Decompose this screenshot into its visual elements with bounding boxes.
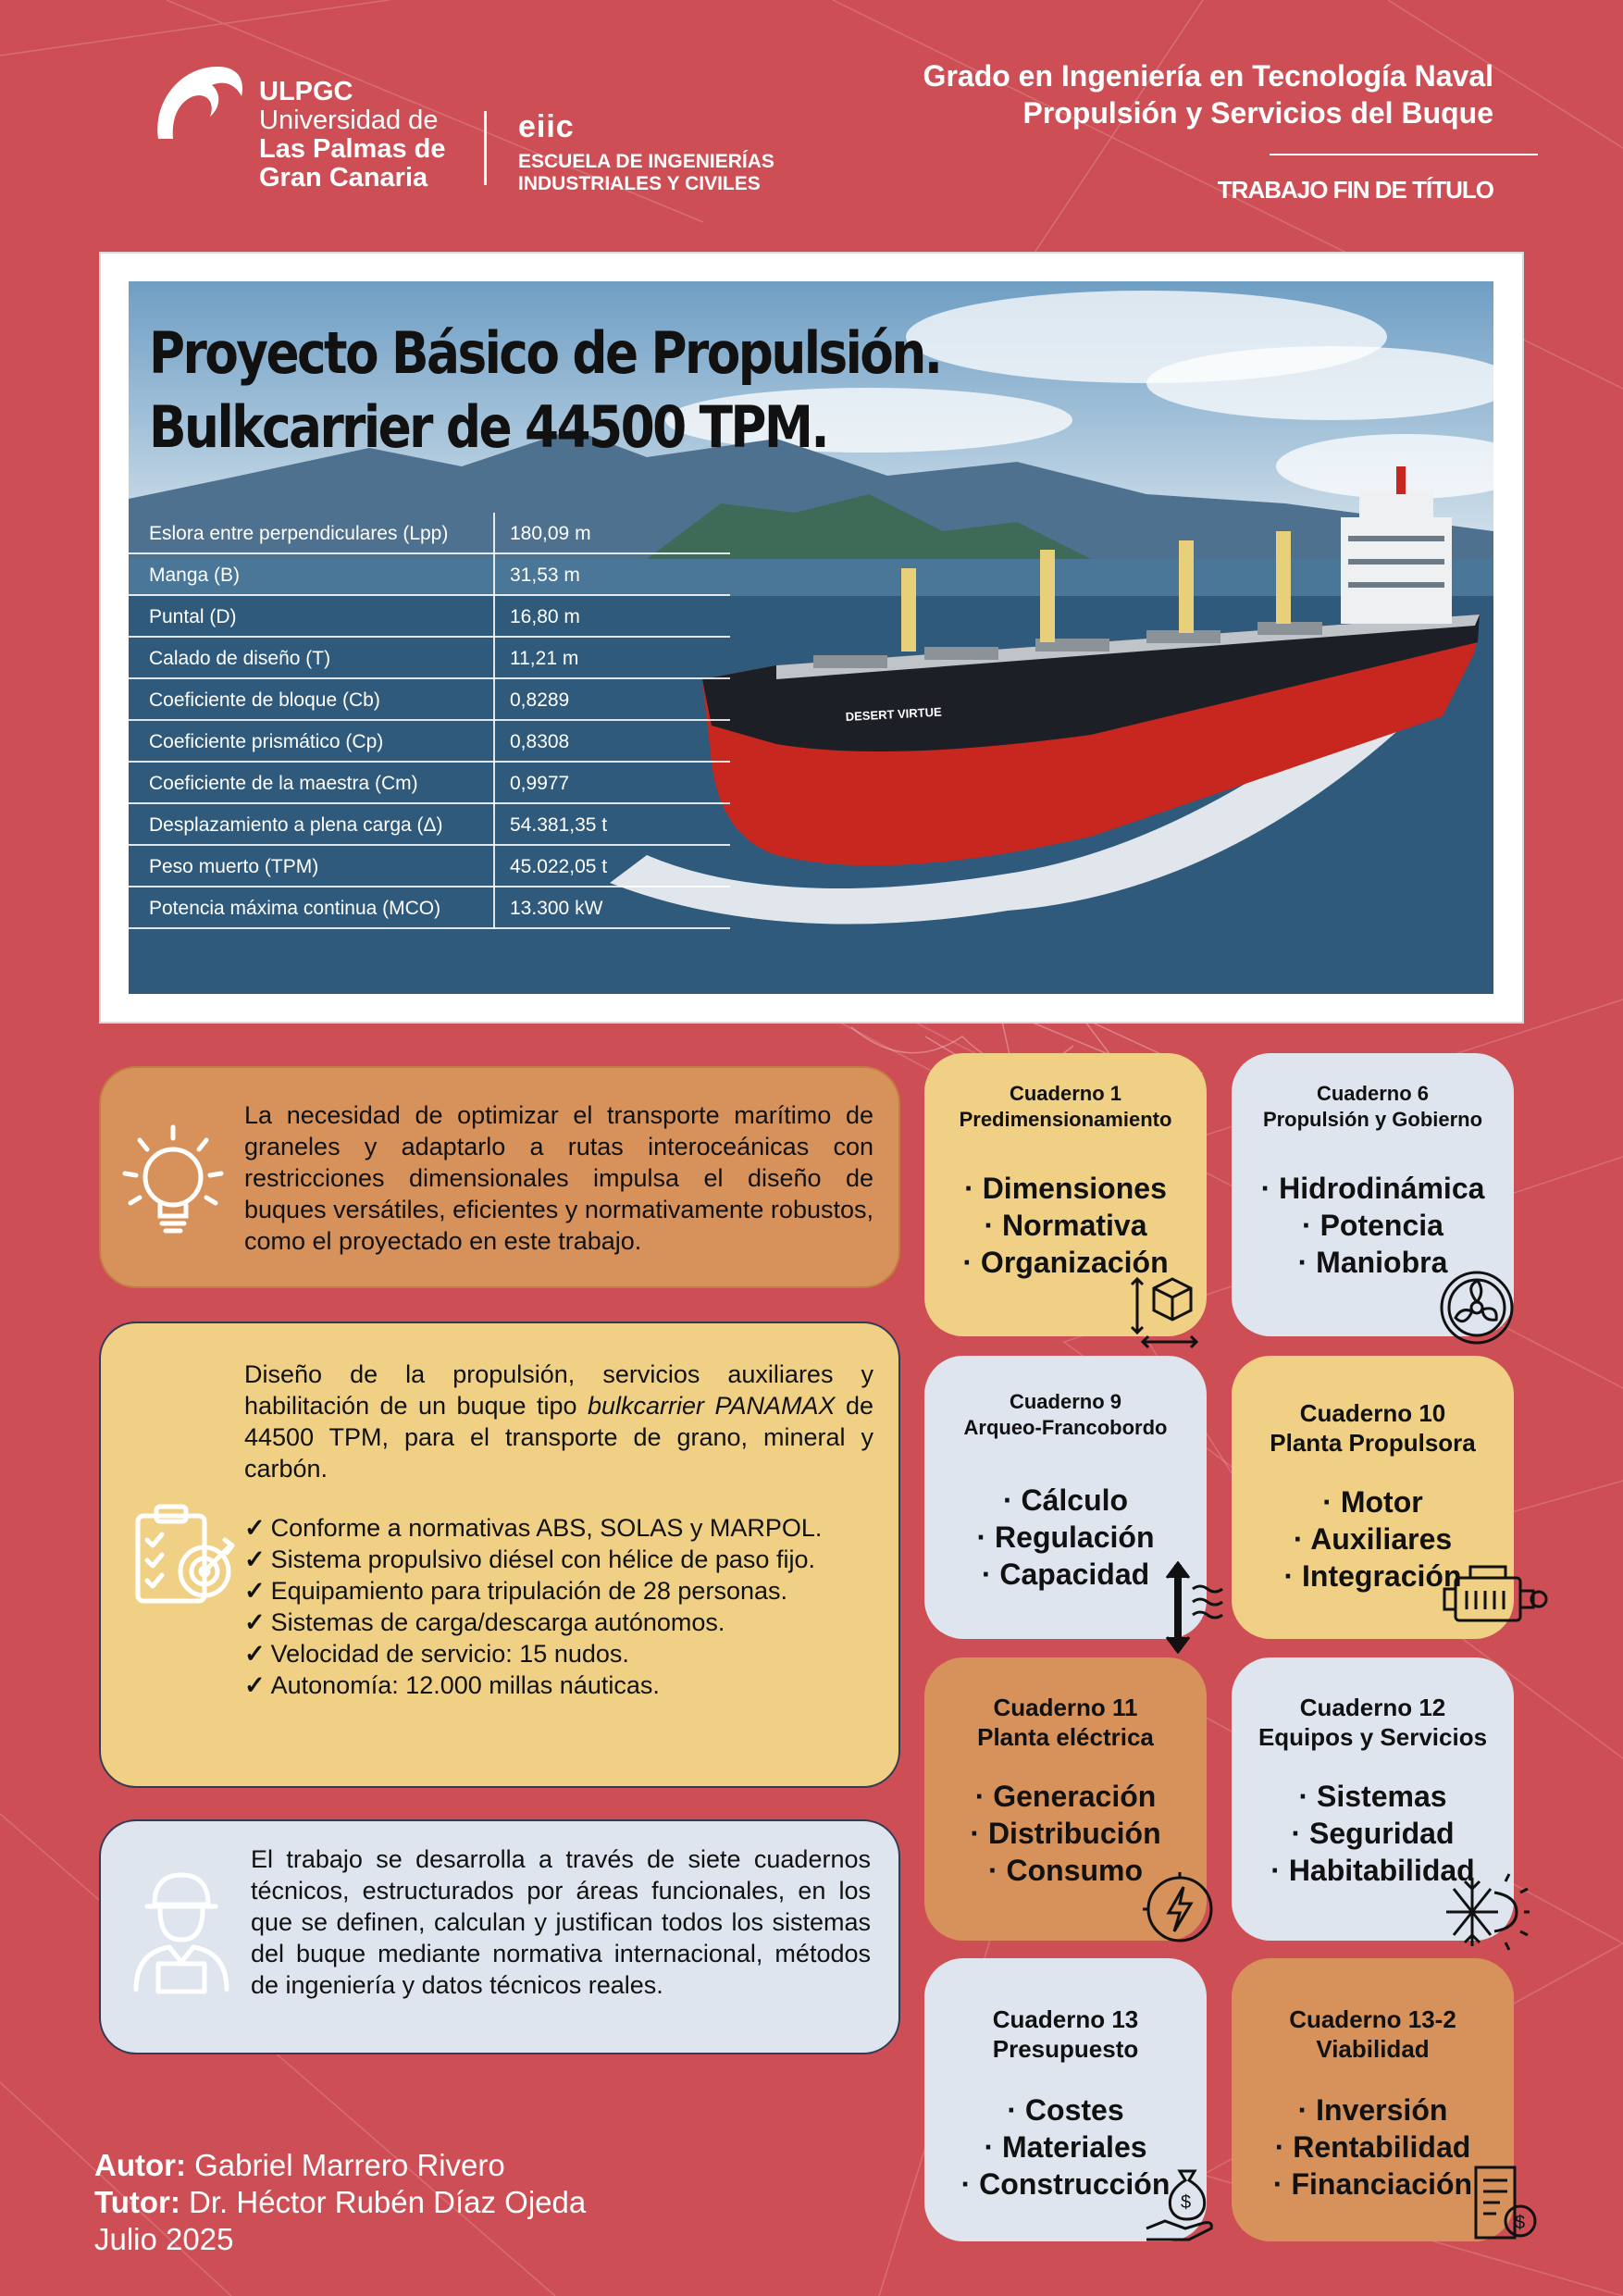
logo-divider xyxy=(484,111,487,185)
cuaderno-number: Cuaderno 12 xyxy=(1299,1694,1446,1721)
cuaderno-item: · Cálculo xyxy=(1002,1483,1129,1517)
author-name: Gabriel Marrero Rivero xyxy=(194,2148,505,2182)
spec-value: 0,9977 xyxy=(510,773,570,794)
svg-text:$: $ xyxy=(1515,2213,1526,2233)
spec-value: 16,80 m xyxy=(510,606,580,627)
box-dimensions-icon xyxy=(1117,1275,1200,1354)
lightbulb-icon xyxy=(118,1120,229,1240)
cuaderno-item: · Hidrodinámica xyxy=(1260,1172,1485,1205)
cuaderno-item: · Capacidad xyxy=(981,1558,1150,1591)
cuaderno-number: Cuaderno 11 xyxy=(993,1694,1138,1721)
cuaderno-title: Equipos y Servicios xyxy=(1258,1723,1488,1751)
spec-value: 0,8289 xyxy=(510,689,570,711)
cuaderno-item: · Materiales xyxy=(984,2130,1147,2164)
cuaderno-item: · Consumo xyxy=(987,1854,1144,1887)
check-icon: ✓ xyxy=(244,1545,266,1573)
cuaderno-item: · Maniobra xyxy=(1297,1246,1448,1279)
author-label: Autor: xyxy=(94,2148,186,2182)
ulpgc-line-2: Las Palmas de xyxy=(259,134,446,164)
spec-value: 13.300 kW xyxy=(510,898,603,919)
checklist-text: Sistema propulsivo diésel con hélice de paso fijo. xyxy=(270,1545,815,1573)
cuaderno-number: Cuaderno 13-2 xyxy=(1289,2005,1456,2033)
checklist-text: Sistemas de carga/descarga autónomos. xyxy=(270,1608,725,1636)
tutor-label: Tutor: xyxy=(94,2185,180,2219)
header-rule xyxy=(1270,154,1538,155)
svg-text:$: $ xyxy=(1181,2192,1192,2213)
cuaderno-card xyxy=(1232,1958,1526,2241)
engineer-icon xyxy=(121,1860,242,1999)
ulpgc-emblem-icon xyxy=(153,65,245,146)
draft-arrow-icon xyxy=(1154,1561,1228,1658)
cuaderno-card xyxy=(1232,1053,1514,1336)
scope-text-pre: Diseño de la propulsión, servicios auxiliares y habilitación de un buque tipo xyxy=(244,1360,873,1420)
ulpgc-line-3: Gran Canaria xyxy=(259,163,428,192)
project-photo-card xyxy=(99,252,1524,1024)
spec-value: 45.022,05 t xyxy=(510,856,608,877)
method-box xyxy=(99,1819,900,2054)
spec-key: Coeficiente de la maestra (Cm) xyxy=(149,773,418,794)
eiic-logo xyxy=(518,109,774,195)
ulpgc-line-1: Universidad de xyxy=(259,105,439,135)
spec-key: Puntal (D) xyxy=(149,606,237,627)
motivation-box xyxy=(99,1066,900,1288)
spec-value: 180,09 m xyxy=(510,523,591,544)
ship-photo xyxy=(129,281,1493,994)
checklist-item xyxy=(244,1669,873,1701)
checklist-text: Autonomía: 12.000 millas náuticas. xyxy=(270,1671,660,1699)
motivation-text: La necesidad de optimizar el transporte marítimo de graneles y adaptarlo a rutas interoceánicas con restricciones dimensionales impulsa el diseño de buques versátiles, eficientes y normativamente robustos, como el proyectado en este trabajo. xyxy=(244,1101,873,1255)
checklist-item xyxy=(244,1607,873,1638)
cuaderno-card xyxy=(924,1657,1207,1941)
cuaderno-item: · Financiación xyxy=(1272,2167,1473,2201)
scope-checklist xyxy=(244,1512,873,1701)
spec-row xyxy=(129,638,730,679)
spec-key: Eslora entre perpendiculares (Lpp) xyxy=(149,523,449,544)
checklist-text: Equipamiento para tripulación de 28 personas. xyxy=(270,1577,787,1605)
spec-row xyxy=(129,679,730,721)
tft-label: TRABAJO FIN DE TÍTULO xyxy=(1217,176,1493,204)
degree-line-1: Grado en Ingeniería en Tecnología Naval xyxy=(923,59,1493,93)
spec-row xyxy=(129,513,730,554)
cuaderno-item: · Normativa xyxy=(984,1209,1147,1242)
scope-text-em: bulkcarrier PANAMAX xyxy=(588,1392,836,1420)
cuaderno-number: Cuaderno 9 xyxy=(1009,1390,1122,1413)
ulpgc-abbr: ULPGC xyxy=(259,77,353,106)
method-text: El trabajo se desarrolla a través de siete cuadernos técnicos, estructurados por áreas funcionales, en los que se definen, calculan y justifican todos los sistemas del buque mediante normativa internacional, métodos de ingeniería y datos técnicos reales. xyxy=(251,1845,871,1999)
spec-row xyxy=(129,804,730,846)
spec-row xyxy=(129,596,730,638)
checklist-item xyxy=(244,1512,873,1544)
scope-box xyxy=(99,1322,900,1788)
cuaderno-item: · Inversión xyxy=(1297,2093,1448,2127)
cuaderno-number: Cuaderno 10 xyxy=(1299,1399,1446,1427)
cuaderno-title: Planta Propulsora xyxy=(1270,1429,1476,1457)
cuaderno-card xyxy=(1232,1356,1514,1639)
project-title xyxy=(149,316,940,465)
spec-row xyxy=(129,887,730,929)
lightning-icon xyxy=(1141,1870,1219,1953)
cuaderno-item: · Habitabilidad xyxy=(1270,1854,1475,1887)
cuaderno-item: · Seguridad xyxy=(1291,1817,1455,1850)
cuaderno-card xyxy=(924,1356,1207,1639)
tutor-name: Dr. Héctor Rubén Díaz Ojeda xyxy=(189,2185,587,2219)
cuaderno-item: · Motor xyxy=(1322,1485,1423,1519)
university-logo xyxy=(153,65,800,194)
spec-row xyxy=(129,846,730,887)
checklist-item xyxy=(244,1575,873,1607)
invoice-icon xyxy=(1467,2164,1541,2248)
checklist-item xyxy=(244,1544,873,1575)
cuaderno-title: Predimensionamiento xyxy=(959,1108,1172,1131)
cuaderno-item: · Costes xyxy=(1007,2093,1124,2127)
cuaderno-title: Presupuesto xyxy=(992,2035,1139,2063)
cuaderno-title: Planta eléctrica xyxy=(977,1723,1154,1751)
check-icon: ✓ xyxy=(244,1640,266,1668)
climate-icon xyxy=(1441,1872,1530,1956)
spec-value: 54.381,35 t xyxy=(510,814,608,836)
check-icon: ✓ xyxy=(244,1608,266,1636)
cuaderno-item: · Sistemas xyxy=(1298,1780,1447,1813)
cuaderno-item: · Construcción xyxy=(960,2167,1171,2201)
spec-key: Potencia máxima continua (MCO) xyxy=(149,898,441,919)
spec-row xyxy=(129,554,730,596)
degree-heading xyxy=(923,57,1493,205)
spec-key: Coeficiente prismático (Cp) xyxy=(149,731,384,752)
ship-name-label: DESERT VIRTUE xyxy=(845,704,943,724)
cuaderno-card xyxy=(924,1958,1207,2241)
spec-value: 11,21 m xyxy=(510,648,579,669)
cuaderno-item: · Rentabilidad xyxy=(1274,2130,1471,2164)
cuaderno-item: · Regulación xyxy=(976,1520,1155,1554)
specs-table xyxy=(129,513,730,929)
cuaderno-card xyxy=(1232,1657,1514,1941)
cuaderno-item: · Distribución xyxy=(970,1817,1161,1850)
check-icon: ✓ xyxy=(244,1671,266,1699)
cuaderno-item: · Generación xyxy=(974,1780,1157,1813)
project-title-line-1: Proyecto Básico de Propulsión. xyxy=(149,319,941,387)
cuaderno-item: · Potencia xyxy=(1302,1209,1443,1242)
check-icon: ✓ xyxy=(244,1514,266,1542)
degree-line-2: Propulsión y Servicios del Buque xyxy=(1022,96,1493,130)
spec-value: 0,8308 xyxy=(510,731,570,752)
cuaderno-card xyxy=(924,1053,1207,1336)
clipboard-target-icon xyxy=(129,1499,240,1610)
checklist-text: Velocidad de servicio: 15 nudos. xyxy=(270,1640,629,1668)
spec-value: 31,53 m xyxy=(510,565,580,586)
credits xyxy=(94,2147,586,2258)
cuaderno-item: · Dimensiones xyxy=(964,1172,1167,1205)
cuaderno-number: Cuaderno 1 xyxy=(1009,1082,1122,1105)
spec-row xyxy=(129,721,730,763)
cuaderno-item: · Integración xyxy=(1283,1559,1462,1593)
cuaderno-item: · Organización xyxy=(962,1246,1169,1279)
cuaderno-title: Viabilidad xyxy=(1316,2035,1430,2063)
spec-key: Coeficiente de bloque (Cb) xyxy=(149,689,380,711)
scope-text-post: de 44500 TPM, para el transporte de grano, mineral y carbón. xyxy=(244,1392,873,1483)
engine-icon xyxy=(1437,1559,1548,1638)
spec-key: Calado de diseño (T) xyxy=(149,648,331,669)
cuaderno-item: · Auxiliares xyxy=(1293,1522,1453,1556)
check-icon: ✓ xyxy=(244,1577,266,1605)
cuaderno-title: Propulsión y Gobierno xyxy=(1262,1108,1483,1131)
propeller-icon xyxy=(1437,1268,1517,1352)
cuaderno-number: Cuaderno 13 xyxy=(992,2005,1139,2033)
spec-key: Desplazamiento a plena carga (Δ) xyxy=(149,814,443,836)
cuaderno-number: Cuaderno 6 xyxy=(1316,1082,1430,1105)
spec-key: Manga (B) xyxy=(149,565,241,586)
spec-key: Peso muerto (TPM) xyxy=(149,856,319,877)
money-hand-icon xyxy=(1143,2164,1232,2248)
checklist-text: Conforme a normativas ABS, SOLAS y MARPOL. xyxy=(270,1514,823,1542)
scope-text xyxy=(244,1359,873,1701)
project-title-line-2: Bulkcarrier de 44500 TPM. xyxy=(149,393,828,461)
cuaderno-title: Arqueo-Francobordo xyxy=(963,1416,1168,1439)
eiic-line-1: ESCUELA DE INGENIERÍAS xyxy=(518,151,774,172)
eiic-mark: eiic xyxy=(518,109,575,144)
date-label: Julio 2025 xyxy=(94,2222,234,2256)
spec-row xyxy=(129,763,730,804)
eiic-line-2: INDUSTRIALES Y CIVILES xyxy=(518,173,761,194)
checklist-item xyxy=(244,1638,873,1669)
